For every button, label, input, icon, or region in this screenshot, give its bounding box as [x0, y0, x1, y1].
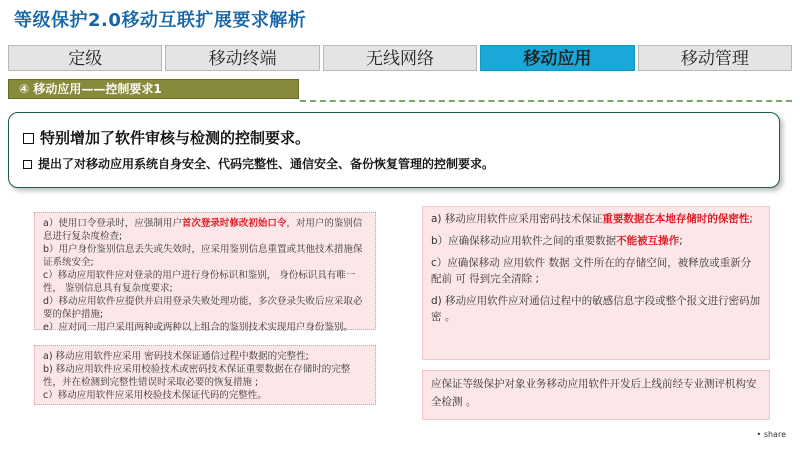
- confidentiality-requirements-card: [422, 206, 770, 360]
- checkbox-square-icon: [23, 160, 32, 169]
- summary-primary-text: 特别增加了软件审核与检测的控制要求。: [40, 129, 311, 147]
- auth-item-e: e）应对同一用户采用两种或两种以上组合的鉴别技术实现用户身份鉴别。: [43, 322, 353, 333]
- auth-item-b: b）用户身份鉴别信息丢失或失效时，应采用鉴别信息重置或其他技术措施保证系统安全;: [43, 244, 363, 268]
- page-title: 等级保护2.0移动互联扩展要求解析: [14, 10, 307, 31]
- confidentiality-item-a-text: a) 移动应用软件应采用密码技术保证: [431, 213, 603, 225]
- confidentiality-item-a-tail: ;: [749, 213, 753, 225]
- confidentiality-item-a: [431, 211, 761, 227]
- integrity-item-b: b) 移动应用软件应采用校验技术或密码技术保证重要数据在存储时的完整性，并在检测到完整性错误时采取必要的恢复措施 ;: [43, 364, 351, 388]
- confidentiality-item-b-highlight: 不能被互操作: [616, 235, 680, 247]
- confidentiality-item-c: c）应确保移动 应用软件 数据 文件所在的存储空间，被释放或重新分配前 可 得到完全清除 ;: [431, 257, 752, 285]
- auth-item-d: d）移动应用软件应提供并启用登录失败处理功能，多次登录失败后应采取必要的保护措施;: [43, 296, 363, 320]
- tab-dingji[interactable]: 定级: [8, 45, 162, 71]
- share-label: • share: [756, 430, 786, 439]
- security-testing-text: 应保证等级保护对象业务移动应用软件开发后上线前经专业测评机构安全检测 。: [431, 378, 757, 408]
- integrity-requirements-card: [34, 345, 376, 405]
- auth-item-a-text: a）使用口令登录时，应强制用户: [43, 218, 182, 229]
- integrity-item-a: a) 移动应用软件应采用 密码技术保证通信过程中数据的完整性;: [43, 351, 309, 362]
- confidentiality-item-b-tail: ;: [679, 235, 683, 247]
- checkbox-square-icon: [23, 133, 34, 144]
- confidentiality-item-d: d) 移动应用软件应对通信过程中的敏感信息字段或整个报文进行密码加密 。: [431, 295, 761, 323]
- auth-item-a-tail: ，对用户的鉴别信息进行复杂度检查;: [43, 218, 363, 242]
- tab-mobile-application[interactable]: 移动应用: [480, 45, 634, 71]
- summary-line-secondary: [23, 155, 494, 172]
- confidentiality-item-b: [431, 233, 761, 249]
- confidentiality-item-a-highlight: 重要数据在本地存储时的保密性: [602, 213, 750, 225]
- summary-secondary-text: 提出了对移动应用系统自身安全、代码完整性、通信安全、备份恢复管理的控制要求。: [38, 157, 495, 171]
- tab-wireless-network[interactable]: 无线网络: [323, 45, 477, 71]
- auth-item-a: [43, 217, 367, 243]
- confidentiality-item-b-text: b）应确保移动应用软件之间的重要数据: [431, 235, 617, 247]
- tab-bar: [8, 45, 792, 71]
- section-label: ④ 移动应用——控制要求1: [8, 79, 299, 99]
- tab-mobile-terminal[interactable]: 移动终端: [165, 45, 319, 71]
- share-text: share: [763, 430, 786, 439]
- security-testing-card: [422, 370, 770, 420]
- summary-box: [8, 112, 780, 188]
- auth-item-a-highlight: 首次登录时修改初始口令: [181, 218, 287, 229]
- tab-mobile-management[interactable]: 移动管理: [638, 45, 792, 71]
- summary-line-primary: [23, 127, 310, 148]
- integrity-item-c: c）移动应用软件应采用校验技术保证代码的完整性。: [43, 390, 267, 401]
- auth-item-c: c）移动应用软件应对登录的用户进行身份标识和鉴别， 身份标识具有唯一性， 鉴别信息具有复杂度要求;: [43, 270, 356, 294]
- auth-requirements-card: [34, 212, 376, 333]
- section-divider: [300, 100, 792, 102]
